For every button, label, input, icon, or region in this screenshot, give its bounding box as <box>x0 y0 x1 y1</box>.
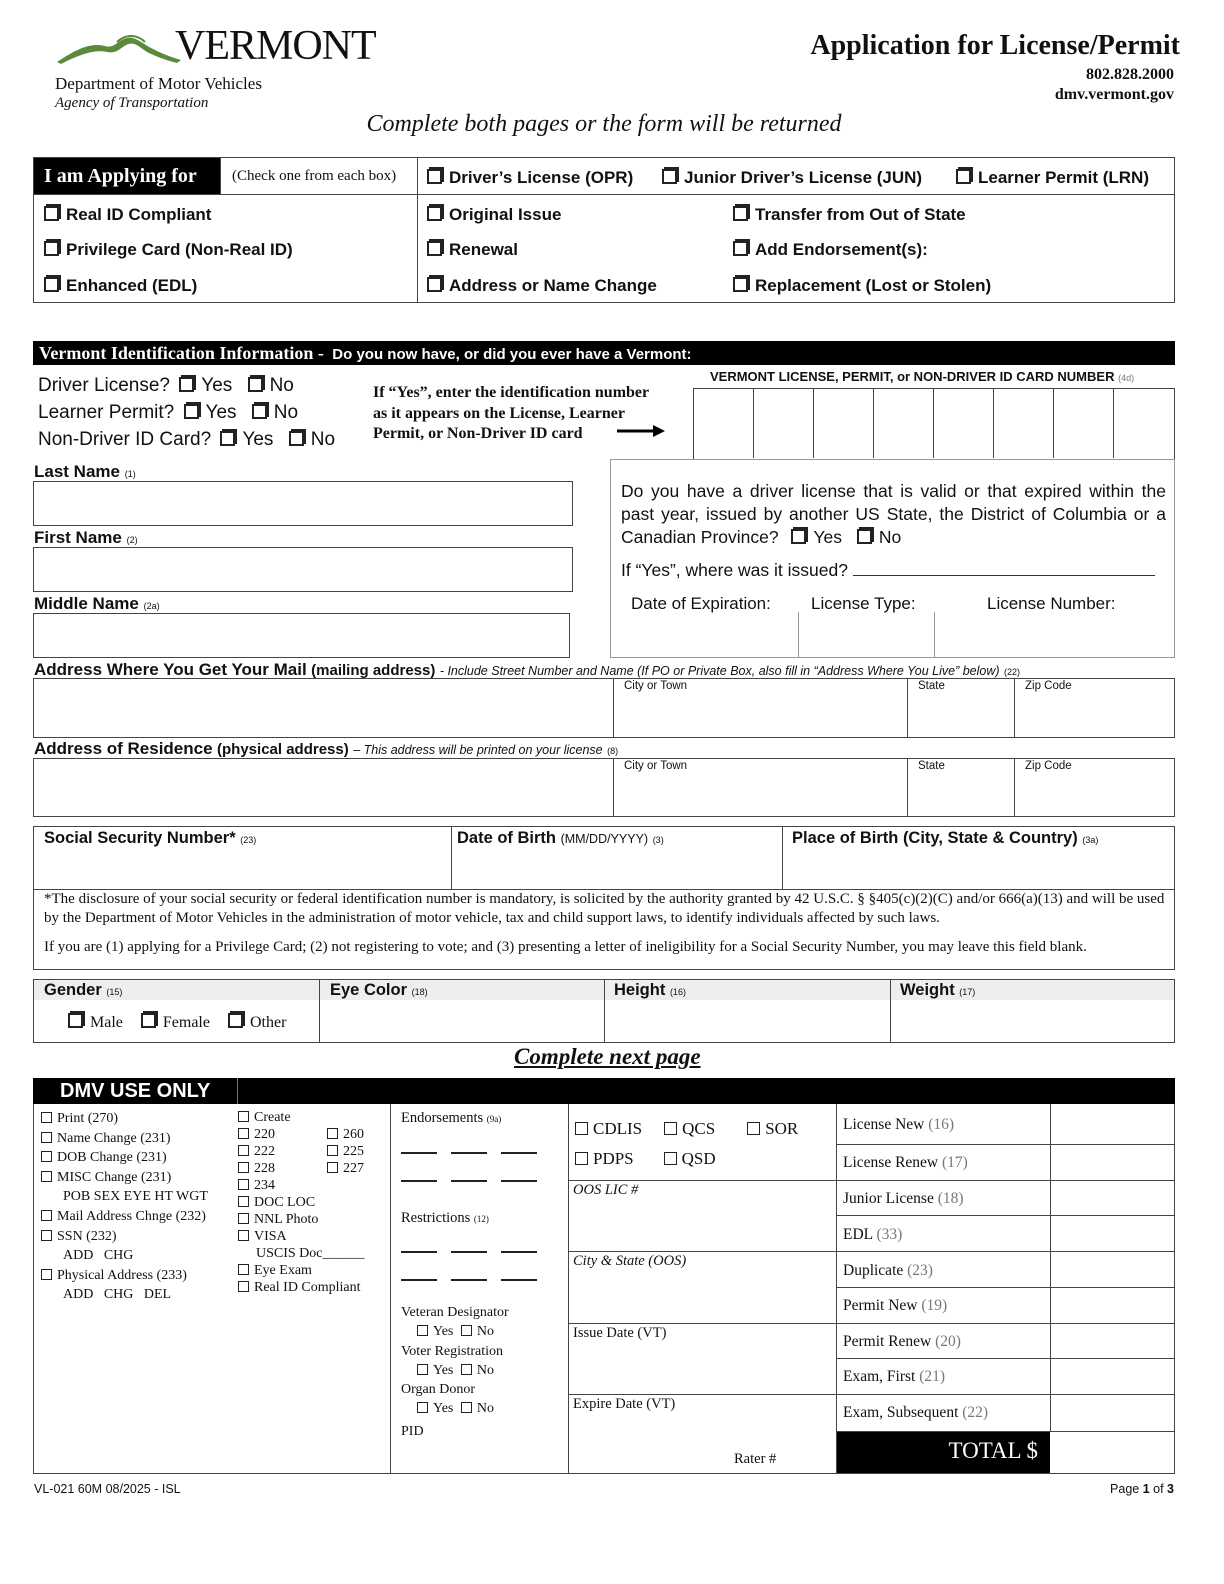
dmv-flags: CDLIS QCS SOR PDPS QSD <box>575 1114 798 1174</box>
residence-address-label: Address of Residence (physical address) – This address will be printed on your license (8) <box>34 739 619 758</box>
res-state-label: State <box>918 760 945 772</box>
weight-input[interactable] <box>892 1001 1174 1042</box>
first-name-field[interactable] <box>33 547 573 592</box>
fee-item: Duplicate (23) <box>843 1262 933 1279</box>
oos-question: Do you have a driver license that is valid or that expired within the past year, issued by another US State, the District of Columbia or a Canadian Province? Yes No <box>621 481 1166 547</box>
fee-item: Permit Renew (20) <box>843 1333 961 1350</box>
pob-label: Place of Birth (City, State & Country) (3a) <box>792 829 1099 847</box>
fee-item: Exam, Subsequent (22) <box>843 1404 989 1421</box>
pob-input[interactable] <box>784 850 1173 888</box>
oos-where-issued[interactable]: If “Yes”, where was it issued? <box>621 560 1155 581</box>
height-input[interactable] <box>606 1001 889 1042</box>
id-number-instruction: If “Yes”, enter the identification number as it appears on the License, Learner Permit, or Non-Driver ID card <box>373 384 650 442</box>
gender-other[interactable]: Other <box>228 1014 286 1031</box>
last-name-label: Last Name (1) <box>34 462 136 481</box>
mail-state-label: State <box>918 680 945 692</box>
fee-item: EDL (33) <box>843 1226 903 1243</box>
weight-label: Weight (17) <box>900 981 976 999</box>
return-notice: Complete both pages or the form will be returned <box>366 111 842 137</box>
mail-city-label: City or Town <box>624 680 688 692</box>
transaction-option[interactable]: Renewal <box>427 240 518 260</box>
total-label: TOTAL $ <box>837 1432 1050 1473</box>
fee-item: Permit New (19) <box>843 1297 948 1314</box>
endorsement-blanks[interactable] <box>401 1169 551 1187</box>
form-title: Application for License/Permit <box>810 30 1180 61</box>
issue-date-label: Issue Date (VT) <box>573 1325 667 1341</box>
oos-type-label: License Type: <box>811 594 916 613</box>
vt-id-question: Do you now have, or did you ever have a Vermont: <box>332 346 692 363</box>
dmv-title: DMV USE ONLY <box>60 1080 211 1102</box>
arrow-right-icon <box>617 424 667 438</box>
vt-id-row: Non-Driver ID Card? Yes No <box>38 429 336 450</box>
last-name-field[interactable] <box>33 481 573 526</box>
dob-input[interactable] <box>453 850 780 888</box>
mail-zip-label: Zip Code <box>1025 680 1072 692</box>
gender-label: Gender (15) <box>44 981 123 999</box>
transaction-option[interactable]: Add Endorsement(s): <box>733 240 928 260</box>
vt-id-header-bar <box>33 341 1175 365</box>
middle-name-field[interactable] <box>33 613 570 658</box>
page-indicator: Page 1 of 3 <box>1110 1482 1174 1496</box>
fee-item: Exam, First (21) <box>843 1368 946 1385</box>
eye-color-label: Eye Color (18) <box>330 981 428 999</box>
ssn-input[interactable] <box>35 850 449 888</box>
res-city-label: City or Town <box>624 760 688 772</box>
dob-label: Date of Birth (MM/DD/YYYY) (3) <box>457 829 664 847</box>
gender-options <box>68 1013 286 1032</box>
res-zip-label: Zip Code <box>1025 760 1072 772</box>
height-label: Height (16) <box>614 981 686 999</box>
fee-item: License New (16) <box>843 1116 955 1133</box>
city-state-oos-label: City & State (OOS) <box>573 1253 687 1269</box>
dept-name: Department of Motor Vehicles <box>55 74 262 93</box>
expire-date-label: Expire Date (VT) <box>573 1396 676 1412</box>
gender-male[interactable]: Male <box>68 1014 123 1031</box>
applying-for-label: I am Applying for a <box>34 158 220 195</box>
credential-option[interactable]: Real ID Compliant <box>44 205 211 225</box>
license-type-option[interactable]: Driver’s License (OPR) <box>427 168 633 188</box>
mailing-address-label: Address Where You Get Your Mail (mailing address) - Include Street Number and Name (If PO or Private Box, also fill in “Address Where You Live” below) (22) <box>34 660 1021 679</box>
privilege-note: If you are (1) applying for a Privilege Card; (2) not registering to vote; and (3) presenting a letter of ineligibility for a Social Security Number, you may leave this field blank. <box>44 939 1087 955</box>
transaction-option[interactable]: Transfer from Out of State <box>733 205 966 225</box>
dmv-codes-col2: Create 220 260 222 225 228 227 234 DOC LOC NNL Photo VISA USCIS Doc______ Eye Exam Real ID Compliant <box>238 1109 365 1296</box>
vt-id-row: Learner Permit? Yes No <box>38 402 299 423</box>
transaction-option[interactable]: Replacement (Lost or Stolen) <box>733 276 991 296</box>
oos-lic-label: OOS LIC # <box>573 1182 639 1198</box>
transaction-option[interactable]: Address or Name Change <box>427 276 657 296</box>
residence-address-field[interactable] <box>33 758 1175 817</box>
ssn-label: Social Security Number* (23) <box>44 829 257 847</box>
first-name-label: First Name (2) <box>34 528 138 547</box>
transaction-option[interactable]: Original Issue <box>427 205 561 225</box>
dmv-codes-col1: Print (270) Name Change (231) DOB Change (231) MISC Change (231) POB SEX EYE HT WGT Mail Address Chnge (232) SSN (232) ADD CHG Physical Address (233) ADD CHG DEL <box>41 1109 208 1305</box>
oos-expiration-label: Date of Expiration: <box>631 594 771 613</box>
endorsements-label: Endorsements (9a) <box>401 1110 502 1126</box>
rater-label: Rater # <box>734 1451 777 1467</box>
gender-female[interactable]: Female <box>141 1014 210 1031</box>
agency-subtitle: Agency of Transportation <box>55 95 209 111</box>
mailing-address-field[interactable] <box>33 678 1175 738</box>
id-number-label: VERMONT LICENSE, PERMIT, or NON-DRIVER ID CARD NUMBER (4d) <box>710 369 1135 384</box>
form-id: VL-021 60M 08/2025 - ISL <box>34 1482 181 1496</box>
oos-number-label: License Number: <box>987 594 1116 613</box>
vt-id-row: Driver License? Yes No <box>38 375 294 396</box>
phone-number: 802.828.2000 <box>1086 66 1174 83</box>
vermont-mountain-logo <box>55 30 185 66</box>
id-number-boxes[interactable] <box>693 388 1175 460</box>
dmv-designations: Veteran Designator Yes No Voter Registration Yes No Organ Donor Yes No PID <box>401 1305 509 1439</box>
restriction-blanks[interactable] <box>401 1268 551 1286</box>
credential-option[interactable]: Enhanced (EDL) <box>44 276 197 296</box>
eye-color-input[interactable] <box>321 1001 603 1042</box>
restrictions-label: Restrictions (12) <box>401 1210 489 1226</box>
ssn-disclosure: *The disclosure of your social security or federal identification number is mandatory, is solicited by the authority granted by 42 U.S.C. § §405(c)(2)(C) and/or 666(a)(13) and will be used by the Department of Motor Vehicles in the administration of motor vehicle, tax and child support laws, to identify individuals affected by such laws. <box>44 891 1165 926</box>
credential-option[interactable]: Privilege Card (Non-Real ID) <box>44 240 293 260</box>
check-one-hint: (Check one from each box) <box>232 168 397 184</box>
complete-next-page: Complete next page <box>514 1044 701 1069</box>
agency-name: VERMONT <box>175 23 376 69</box>
fee-item: License Renew (17) <box>843 1154 968 1171</box>
fee-item: Junior License (18) <box>843 1190 964 1207</box>
middle-name-label: Middle Name (2a) <box>34 594 160 613</box>
license-type-option[interactable]: Learner Permit (LRN) <box>956 168 1149 188</box>
restriction-blanks[interactable] <box>401 1240 551 1258</box>
endorsement-blanks[interactable] <box>401 1141 551 1159</box>
vt-id-title: Vermont Identification Information - <box>39 343 324 363</box>
license-type-option[interactable]: Junior Driver’s License (JUN) <box>662 168 922 188</box>
website: dmv.vermont.gov <box>1054 86 1174 103</box>
